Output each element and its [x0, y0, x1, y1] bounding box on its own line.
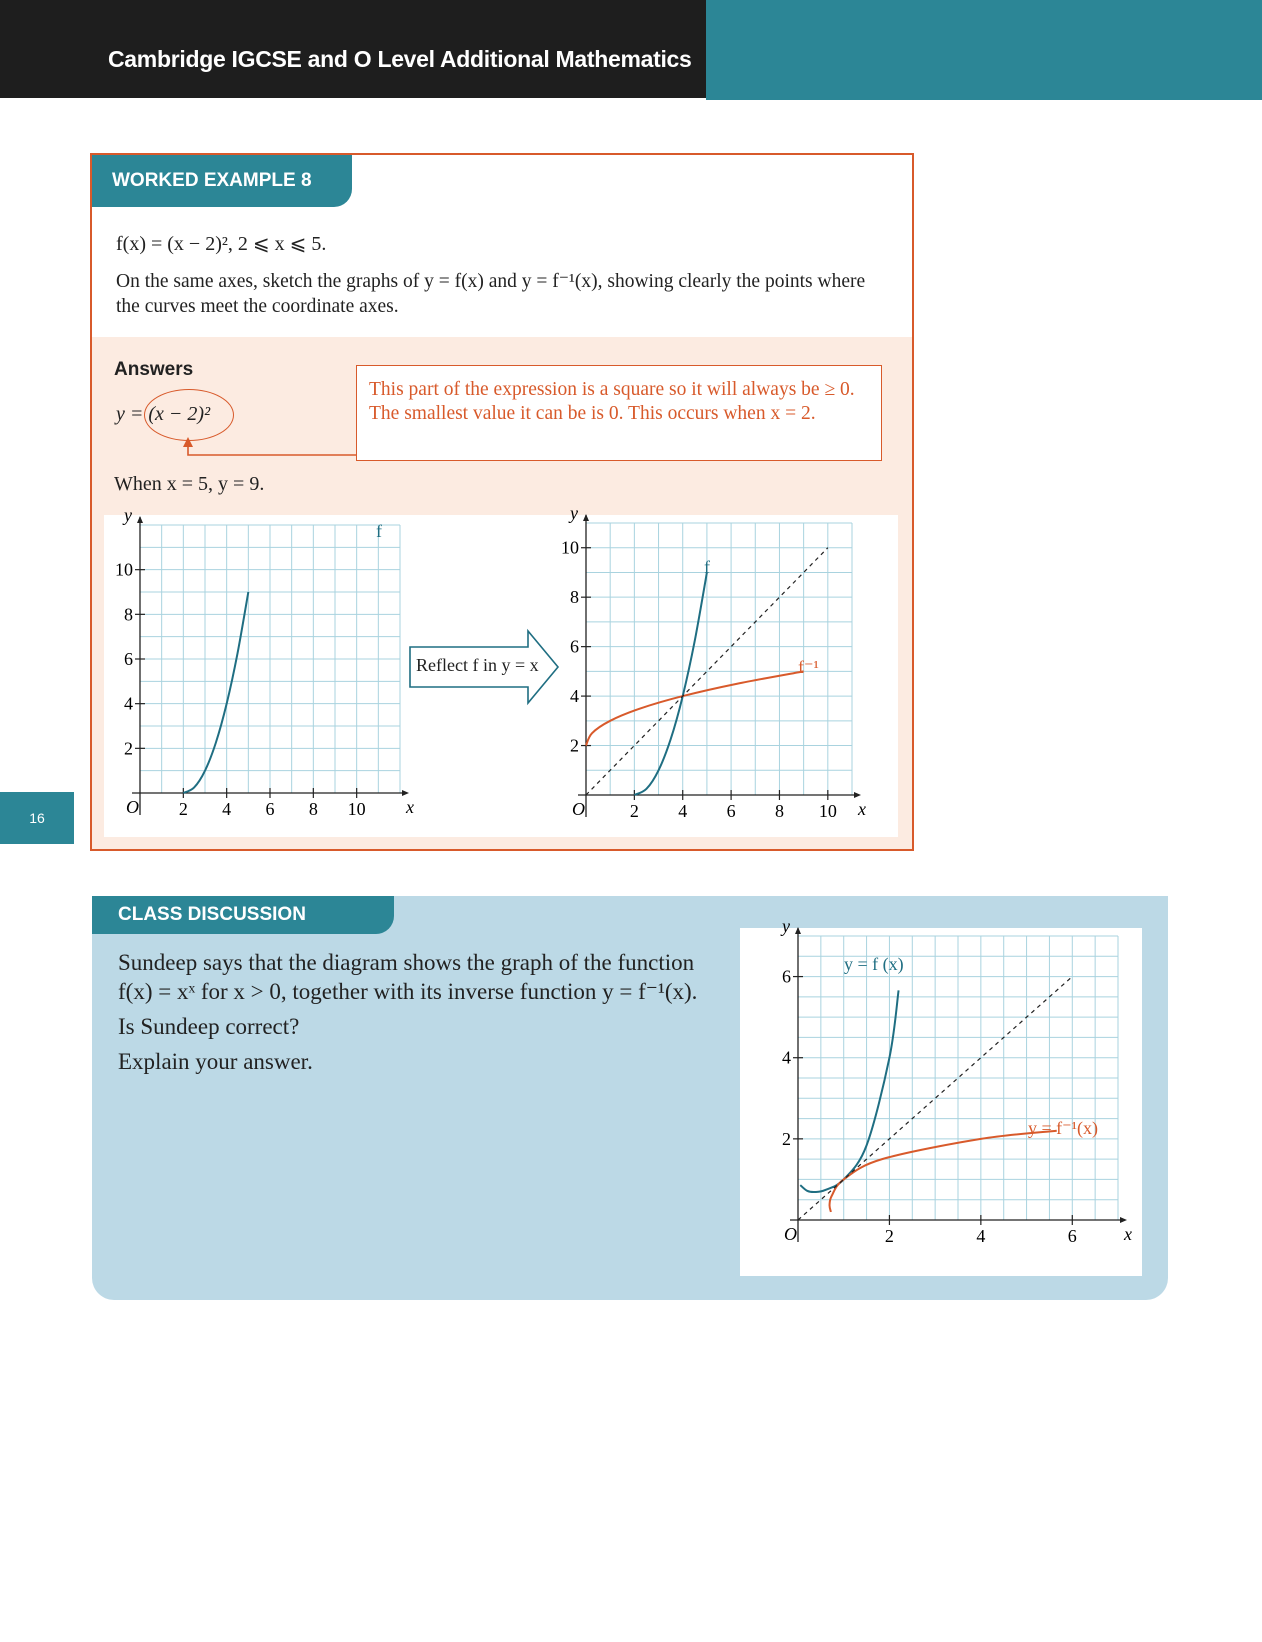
- series-label: f⁻¹: [798, 657, 819, 677]
- y-tick-label: 4: [124, 693, 133, 714]
- y-tick-label: 8: [124, 604, 133, 625]
- y-tick-label: 10: [561, 537, 579, 558]
- discussion-line-2: Is Sundeep correct?: [118, 1014, 300, 1039]
- y-axis-arrow: [137, 516, 143, 523]
- series-curve-0: [800, 990, 898, 1192]
- worked-example-box: [90, 153, 914, 851]
- origin-label: O: [572, 799, 585, 819]
- class-discussion-box: [92, 896, 1168, 1300]
- y-axis-label: y: [782, 916, 790, 936]
- x-tick-label: 4: [976, 1226, 986, 1246]
- x-axis-label: x: [858, 799, 866, 819]
- callout-note: This part of the expression is a square so it will always be ≥ 0. The smallest value it can be is 0. This occurs when x = 2.: [356, 365, 882, 461]
- answers-label: Answers: [114, 359, 194, 380]
- y-axis-label: y: [124, 505, 132, 525]
- x-axis-arrow: [1120, 1217, 1127, 1223]
- y-tick-label: 2: [782, 1128, 791, 1149]
- discussion-text: [118, 948, 718, 1082]
- series-label: y = f (x): [844, 954, 904, 974]
- series-label: f: [376, 521, 382, 541]
- x-tick-label: 10: [818, 801, 837, 821]
- x-axis-arrow: [854, 792, 861, 798]
- y-tick-label: 2: [570, 735, 579, 756]
- series-label: y = f⁻¹(x): [1028, 1118, 1099, 1138]
- y-tick-label: 10: [115, 559, 133, 580]
- y-tick-label: 4: [570, 686, 579, 707]
- function-definition: f(x) = (x − 2)², 2 ⩽ x ⩽ 5.: [116, 233, 327, 255]
- x-tick-label: 4: [222, 799, 232, 819]
- y-tick-label: 8: [570, 587, 579, 608]
- question-text: On the same axes, sketch the graphs of y = f(x) and y = f⁻¹(x), showing clearly the points where the curves meet the coordinate axes.: [116, 271, 866, 317]
- x-axis-label: x: [406, 797, 414, 817]
- x-tick-label: 4: [678, 801, 688, 821]
- origin-label: O: [784, 1224, 797, 1244]
- y-tick-label: 6: [782, 966, 791, 987]
- answers-section: [92, 337, 912, 849]
- y-tick-label: 6: [570, 636, 579, 657]
- x-tick-label: 10: [347, 799, 366, 819]
- x-tick-label: 8: [308, 799, 318, 819]
- header-accent: [706, 0, 1262, 100]
- origin-label: O: [126, 797, 139, 817]
- discussion-graph-panel: [740, 916, 1142, 1276]
- x-axis-arrow: [402, 790, 409, 796]
- graph-x-to-the-x: [740, 916, 1142, 1276]
- y-axis-arrow: [583, 514, 589, 521]
- series-curve-0: [634, 572, 707, 795]
- graph-f: [104, 505, 414, 837]
- x-tick-label: 6: [1067, 1226, 1077, 1246]
- x-tick-label: 2: [884, 1226, 894, 1246]
- graphs-panel: [104, 503, 898, 837]
- discussion-line-1: Sundeep says that the diagram shows the graph of the function f(x) = xˣ for x > 0, together with its inverse function y = f⁻¹(x).: [118, 950, 698, 1004]
- x-tick-label: 2: [178, 799, 188, 819]
- x-tick-label: 6: [726, 801, 736, 821]
- book-title: Cambridge IGCSE and O Level Additional Mathematics: [108, 46, 692, 72]
- answer-equation: y = (x − 2)²: [116, 403, 211, 425]
- y-tick-label: 2: [124, 738, 133, 759]
- x-axis-label: x: [1124, 1224, 1132, 1244]
- callout-connector: [92, 337, 392, 477]
- y-axis-arrow: [795, 927, 801, 934]
- series-curve-1: [586, 671, 804, 745]
- graph-f-and-inverse: [554, 503, 898, 837]
- series-curve-0: [183, 592, 248, 793]
- page-number: 16: [0, 792, 74, 844]
- worked-example-tab: WORKED EXAMPLE 8: [92, 155, 352, 207]
- x-tick-label: 8: [774, 801, 784, 821]
- series-label: f: [704, 557, 710, 577]
- x-tick-label: 2: [629, 801, 639, 821]
- y-axis-label: y: [570, 503, 578, 523]
- y-tick-label: 4: [782, 1047, 791, 1068]
- y-tick-label: 6: [124, 649, 133, 669]
- class-discussion-tab: CLASS DISCUSSION: [92, 896, 394, 934]
- reflect-label: Reflect f in y = x: [416, 655, 539, 675]
- discussion-line-3: Explain your answer.: [118, 1049, 313, 1074]
- x-tick-label: 6: [265, 799, 275, 819]
- when-statement: When x = 5, y = 9.: [114, 473, 265, 495]
